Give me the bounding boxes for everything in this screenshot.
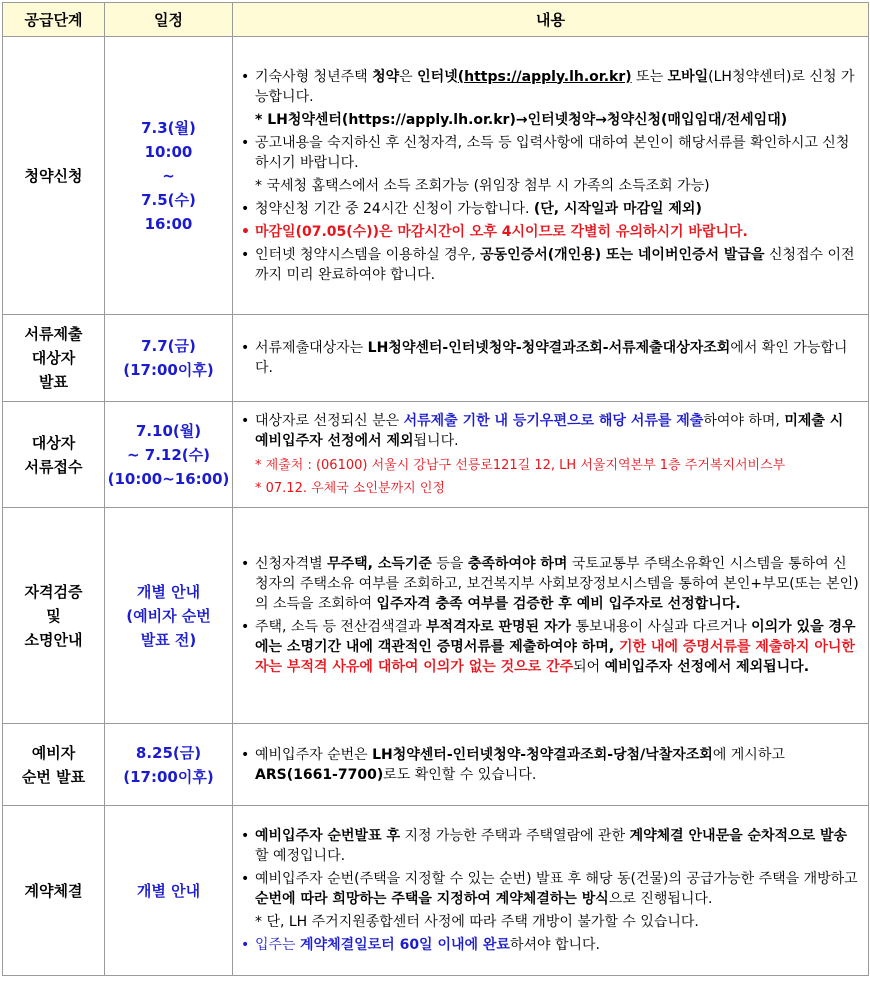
bullet-item: • 신청자격별 무주택, 소득기준 등을 충족하여야 하며 국토교통부 주택소유확인 시스템을 통하여 신청자의 주택소유 여부를 조회하고, 보건복지부 사회보장정보시스템을 통하여 본인+부모(또는 본인)의 소득을 조회하여 입주자격 충족 여부를 검증한 후 예비 입주자로 선정합니다.	[241, 556, 859, 612]
table-row	[3, 37, 869, 315]
stage-cell: 청약신청	[3, 37, 105, 315]
content-cell	[233, 315, 869, 402]
date-cell: 8.25(금) (17:00이후)	[105, 724, 233, 806]
table-row	[3, 806, 869, 976]
note-text: * 07.12. 우체국 소인분까지 인정	[255, 480, 445, 496]
bullet-item: • 공고내용을 숙지하신 후 신청자격, 소득 등 입력사항에 대하여 본인이 해당서류를 확인하시고 신청하시기 바랍니다.	[241, 134, 850, 171]
bullet-item: • 예비입주자 순번은 LH청약센터-인터넷청약-청약결과조회-당첨/낙찰자조회에 게시하고 ARS(1661-7700)로도 확인할 수 있습니다.	[241, 746, 785, 783]
header-row	[3, 3, 869, 37]
note-text: * LH청약센터(https://apply.lh.or.kr)→인터넷청약→청약신청(매입임대/전세임대)	[255, 111, 788, 128]
table-row	[3, 508, 869, 724]
date-cell: 개별 안내	[105, 806, 233, 976]
bullet-item: • 청약신청 기간 중 24시간 신청이 가능합니다. (단, 시작일과 마감일 제외)	[241, 200, 702, 217]
supply-schedule-table	[2, 2, 869, 976]
stage-cell: 계약체결	[3, 806, 105, 976]
header-schedule: 일정	[105, 3, 233, 37]
header-stage: 공급단계	[3, 3, 105, 37]
stage-cell: 대상자 서류접수	[3, 402, 105, 508]
content-cell	[233, 508, 869, 724]
bullet-item: • 기숙사형 청년주택 청약은 인터넷(https://apply.lh.or.kr) 또는 모바일(LH청약센터)로 신청 가능합니다.	[241, 68, 855, 105]
content-cell	[233, 402, 869, 508]
bullet-item: • 인터넷 청약시스템을 이용하실 경우, 공동인증서(개인용) 또는 네이버인증서 발급을 신청접수 이전까지 미리 완료하여야 합니다.	[241, 246, 855, 283]
bullet-item: • 대상자로 선정되신 분은 서류제출 기한 내 등기우편으로 해당 서류를 제출하여야 하며, 미제출 시 예비입주자 선정에서 제외됩니다.	[241, 412, 844, 449]
table-row	[3, 315, 869, 402]
note-text: * 제출처 : (06100) 서울시 강남구 선릉로121길 12, LH 서울지역본부 1층 주거복지서비스부	[255, 457, 786, 473]
table-row	[3, 724, 869, 806]
apply-link[interactable]: (https://apply.lh.or.kr)	[457, 68, 632, 85]
table-row	[3, 402, 869, 508]
content-cell	[233, 37, 869, 315]
stage-cell: 서류제출 대상자 발표	[3, 315, 105, 402]
bullet-item: • 입주는 계약체결일로터 60일 이내에 완료하셔야 합니다.	[241, 937, 600, 953]
bullet-item: • 주택, 소득 등 전산검색결과 부적격자로 판명된 자가 통보내용이 사실과 다르거나 이의가 있을 경우에는 소명기간 내에 객관적인 증명서류를 제출하여야 하며, 기한 내에 증명서류를 제출하지 아니한 자는 부적격 사유에 대하여 이의가 없는 것으로 간주되어 예비입주자 선정에서 제외됩니다.	[241, 619, 856, 675]
bullet-item: • 마감일(07.05(수))은 마감시간이 오후 4시이므로 각별히 유의하시기 바랍니다.	[241, 223, 748, 240]
content-cell	[233, 806, 869, 976]
note-text: * 단, LH 주거지원종합센터 사정에 따라 주택 개방이 불가할 수 있습니다.	[255, 914, 699, 930]
note-text: * 국세청 홈택스에서 소득 조회가능 (위임장 첨부 시 가족의 소득조회 가능)	[255, 177, 710, 194]
content-cell	[233, 724, 869, 806]
date-cell: 7.3(월) 10:00 ~ 7.5(수) 16:00	[105, 37, 233, 315]
date-cell: 7.7(금) (17:00이후)	[105, 315, 233, 402]
date-cell: 개별 안내 (예비자 순번 발표 전)	[105, 508, 233, 724]
bullet-item: • 서류제출대상자는 LH청약센터-인터넷청약-청약결과조회-서류제출대상자조회에서 확인 가능합니다.	[241, 340, 848, 376]
header-content: 내용	[233, 3, 869, 37]
date-cell: 7.10(월) ~ 7.12(수) (10:00~16:00)	[105, 402, 233, 508]
stage-cell: 예비자 순번 발표	[3, 724, 105, 806]
bullet-item: • 예비입주자 순번발표 후 지정 가능한 주택과 주택열람에 관한 계약체결 안내문을 순차적으로 발송할 예정입니다.	[241, 828, 848, 864]
bullet-item: • 예비입주자 순번(주택을 지정할 수 있는 순번) 발표 후 해당 동(건물)의 공급가능한 주택을 개방하고 순번에 따라 희망하는 주택을 지정하여 계약체결하는 방식으로 진행됩니다.	[241, 871, 858, 907]
stage-cell: 자격검증 및 소명안내	[3, 508, 105, 724]
